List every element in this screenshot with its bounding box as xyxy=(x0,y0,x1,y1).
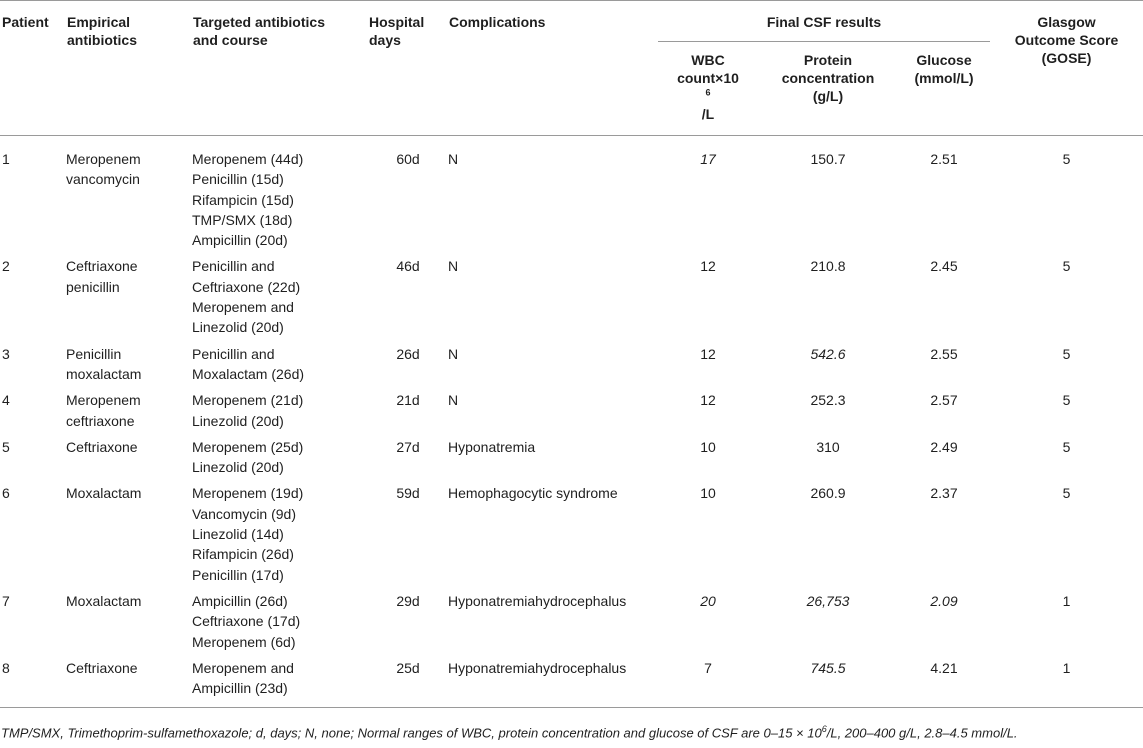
cell-empirical-antibiotics: Moxalactam xyxy=(66,592,142,609)
cell-targeted-antibiotics: Penicillin and Ceftriaxone (22d) Meropenem and Linezolid (20d) xyxy=(192,258,301,336)
cell-empirical-antibiotics: Moxalactam xyxy=(66,485,142,502)
cell-wbc-count: 10 xyxy=(700,485,716,502)
cell-hospital-days: 60d xyxy=(396,151,420,167)
cell-wbc-count: 12 xyxy=(700,392,716,409)
cell-complications: N xyxy=(448,392,459,409)
cell-glucose: 2.55 xyxy=(930,345,958,362)
cell-gose: 5 xyxy=(1062,392,1071,409)
header-complications: Complications xyxy=(448,1,658,136)
cell-patient: 4 xyxy=(2,392,10,409)
cell-gose: 5 xyxy=(1062,438,1071,455)
cell-protein-concentration: 260.9 xyxy=(810,485,846,502)
cell-wbc-count: 17 xyxy=(700,151,716,167)
cell-wbc-count: 7 xyxy=(658,658,758,708)
header-hospital-days: Hospital days xyxy=(368,1,448,136)
table-header xyxy=(0,1,1143,136)
table-row xyxy=(0,437,1143,484)
cell-protein-concentration: 150.7 xyxy=(810,151,846,167)
cell-wbc-count: 12 xyxy=(700,345,716,362)
cell-complications: Hemophagocytic syndrome xyxy=(448,485,618,502)
cell-patient: 2 xyxy=(2,258,10,275)
cell-gose: 1 xyxy=(1062,592,1071,609)
cell-hospital-days: 59d xyxy=(396,485,420,502)
cell-hospital-days: 21d xyxy=(396,392,420,409)
cell-targeted-antibiotics: Meropenem (21d) Linezolid (20d) xyxy=(192,392,304,429)
cell-hospital-days: 27d xyxy=(396,438,420,455)
cell-patient: 7 xyxy=(2,592,10,609)
cell-patient: 6 xyxy=(2,485,10,502)
header-glucose: Glucose (mmol/L) xyxy=(898,42,990,136)
cell-hospital-days: 26d xyxy=(396,345,420,362)
cell-glucose: 4.21 xyxy=(898,658,990,708)
cell-wbc-count: 20 xyxy=(700,592,716,609)
cell-glucose: 2.09 xyxy=(930,592,958,609)
cell-protein-concentration: 210.8 xyxy=(810,258,846,275)
cell-targeted-antibiotics: Penicillin and Moxalactam (26d) xyxy=(192,345,305,382)
header-patient: Patient xyxy=(0,1,66,136)
cell-empirical-antibiotics: Meropenem vancomycin xyxy=(66,151,141,188)
cell-protein-concentration: 252.3 xyxy=(810,392,846,409)
cell-empirical-antibiotics: Meropenem ceftriaxone xyxy=(66,392,141,429)
table-row xyxy=(0,136,1143,257)
cell-wbc-count: 10 xyxy=(700,438,716,455)
cell-empirical-antibiotics: Ceftriaxone penicillin xyxy=(66,258,138,295)
table-row xyxy=(0,256,1143,343)
cell-complications: Hyponatremia xyxy=(448,438,536,455)
cell-gose: 5 xyxy=(1062,345,1071,362)
cell-glucose: 2.51 xyxy=(930,151,958,167)
header-wbc-count: WBC count×10 $^6$ /L xyxy=(658,42,758,136)
cell-hospital-days: 29d xyxy=(396,592,420,609)
cell-complications: Hyponatremiahydrocephalus xyxy=(448,592,627,609)
cell-complications: N xyxy=(448,345,459,362)
cell-empirical-antibiotics: Penicillin moxalactam xyxy=(66,345,142,382)
table-row xyxy=(0,483,1143,590)
table-row xyxy=(0,591,1143,658)
table-row xyxy=(0,658,1143,708)
cell-glucose: 2.57 xyxy=(930,392,958,409)
cell-gose: 5 xyxy=(1062,258,1071,275)
cell-gose: 5 xyxy=(1062,485,1071,502)
cell-targeted-antibiotics: Meropenem (44d) Penicillin (15d) Rifampicin (15d) TMP/SMX (18d) Ampicillin (20d) xyxy=(192,151,304,249)
table-body xyxy=(0,136,1143,708)
cell-wbc-count: 12 xyxy=(700,258,716,275)
cell-hospital-days: 46d xyxy=(396,258,420,275)
cell-protein-concentration: 542.6 xyxy=(810,345,846,362)
cell-targeted-antibiotics: Meropenem (19d) Vancomycin (9d) Linezolid (14d) Rifampicin (26d) Penicillin (17d) xyxy=(192,485,304,583)
cell-patient: 3 xyxy=(2,345,10,362)
header-gose: Glasgow Outcome Score (GOSE) xyxy=(990,1,1143,136)
cell-hospital-days: 25d xyxy=(368,658,448,708)
cell-patient: 8 xyxy=(0,658,66,708)
header-targeted-antibiotics: Targeted antibiotics and course xyxy=(192,1,368,136)
cell-gose: 5 xyxy=(1062,151,1071,167)
cell-protein-concentration: 26,753 xyxy=(806,592,850,609)
header-final-csf-results: Final CSF results xyxy=(658,1,990,42)
cell-complications: N xyxy=(448,151,459,167)
cell-complications: Hyponatremiahydrocephalus xyxy=(448,658,658,708)
cell-complications: N xyxy=(448,258,459,275)
cell-targeted-antibiotics: Meropenem (25d) Linezolid (20d) xyxy=(192,438,304,476)
cell-glucose: 2.49 xyxy=(930,438,958,455)
cell-empirical-antibiotics: Ceftriaxone xyxy=(66,438,138,455)
header-empirical-antibiotics: Empirical antibiotics xyxy=(66,1,192,136)
cell-glucose: 2.37 xyxy=(930,485,958,502)
cell-glucose: 2.45 xyxy=(930,258,958,275)
cell-targeted-antibiotics: Meropenem and Ampicillin (23d) xyxy=(192,658,368,708)
table-row xyxy=(0,390,1143,437)
cell-patient: 1 xyxy=(2,151,10,167)
cell-gose: 1 xyxy=(990,658,1143,708)
table-footnote: TMP/SMX, Trimethoprim-sulfamethoxazole; d, days; N, none; Normal ranges of WBC, protein concentration and glucose of CSF are $0-15 \times 10^6/L$, 200–400 g/L, 2.8–4.5 mmol/L. xyxy=(1,724,1018,741)
cell-patient: 5 xyxy=(2,438,10,455)
table-row xyxy=(0,344,1143,391)
cell-protein-concentration: 310 xyxy=(816,438,840,455)
cell-empirical-antibiotics: Ceftriaxone xyxy=(66,658,192,708)
cell-targeted-antibiotics: Ampicillin (26d) Ceftriaxone (17d) Meropenem (6d) xyxy=(192,592,301,650)
cell-protein-concentration: 745.5 xyxy=(758,658,898,708)
header-protein-concentration: Protein concentration (g/L) xyxy=(758,42,898,136)
